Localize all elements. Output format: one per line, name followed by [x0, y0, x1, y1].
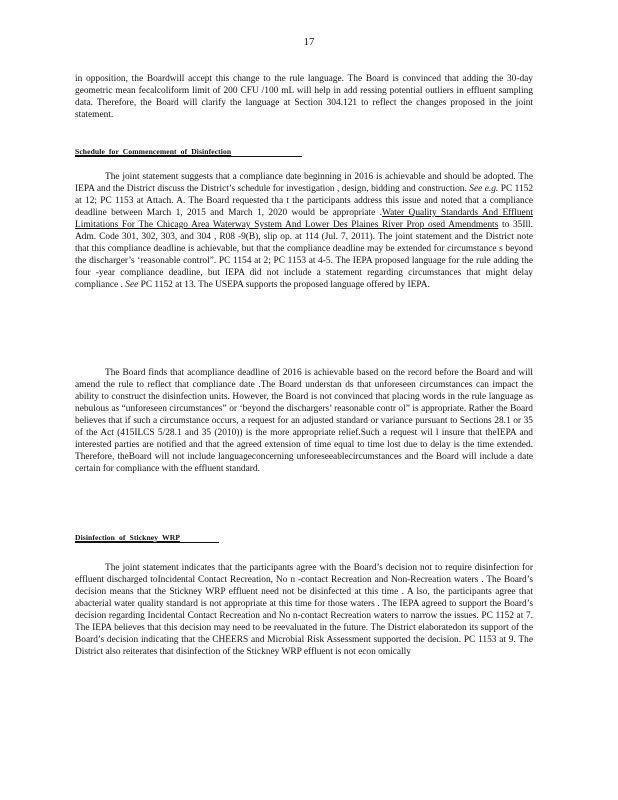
heading-underline — [75, 542, 219, 543]
paragraph-compliance-date — [75, 171, 533, 291]
case-title: Water Quality Standards And Effluent Limitations For The Chicago Area Waterway System And Lower Des Plaines River Prop osed Amendments — [75, 208, 533, 230]
citation-signal: See e.g. — [469, 184, 499, 194]
section-heading-stickney: Disinfection of Stickney WRP — [75, 533, 181, 542]
paragraph-text: to 35Ill. Adm. Code 301, 302, 303, and 304 , R08 -9(B), slip op. at 114 (Jul. 7, 2011). The joint statement and the District note that this compliance deadline is achievable, but that the compliance deadline may be extended for circumstance s beyond the discharger’s ‘reasonable control”. PC 1154 at 2; PC 1153 at 4-5. The IEPA proposed language for the rule adding the four -year compliance deadline, but IEPA did not include a statement regarding circumstances that might delay compliance . — [75, 220, 533, 290]
paragraph-stickney-disinfection: The joint statement indicates that the participants agree with the Board’s decision not to require disinfection for effluent discharged toIncidental Contact Recreation, No n -contact Recreation and Non-Recreation waters . The Board’s decision means that the Stickney WRP effluent need not be disinfected at this time . A lso, the participants agree that abacterial water quality standard is not appropriate at this time for those waters . The IEPA agreed to support the Board’s decision regarding Incidental Contact Recreation and No n-contact Recreation waters to narrow the issues. PC 1152 at 7. The IEPA believes that this decision may need to be reevaluated in the future. The District elaboratedon its support of the Board’s decision indicating that the CHEERS and Microbial Risk Assessment supported the decision. PC 1153 at 9. The District also reiterates that disinfection of the Stickney WRP effluent is not econ omically — [75, 563, 533, 657]
heading-underline — [75, 156, 302, 157]
paragraph-fecal-coliform: in opposition, the Boardwill accept this change to the rule language. The Board is convinced that adding the 30-day geometric mean fecalcoliform limit of 200 CFU /100 mL will help in add ressing potential outliers in effluent sampling data. Therefore, the Board will clarify the language at Section 304.121 to reflect the changes proposed in the joint statement. — [75, 74, 533, 120]
paragraph-text: PC 1152 at 13. The USEPA supports the proposed language offered by IEPA. — [140, 280, 430, 290]
page-number: 17 — [303, 36, 315, 48]
citation-signal: See — [125, 280, 139, 290]
section-heading-schedule: Schedule for Commencement of Disinfection — [75, 147, 232, 156]
paragraph-board-finding: The Board finds that acompliance deadline of 2016 is achievable based on the record before the Board and will amend the rule to reflect that compliance date .The Board understan ds that unforeseen circumstances can impact the ability to construct the disinfection units. However, the Board is not convinced that placing words in the rule language as nebulous as “unforeseen circumstances” or ‘beyond the dischargers’ reasonable contr ol” is appropriate. Rather the Board believes that if such a circumstance occurs, a request for an adjusted standard or variance pursuant to Sections 28.1 or 35 of the Act (415ILCS 5/28.1 and 35 (2010)) is the more appropriate relief.Such a request wil l insure that theIEPA and interested parties are notified and that the agreed extension of time equal to time lost due to delay is the time extended. Therefore, theBoard will not include languageconcerning unforeseeablecircumstances and the Board will include a date certain for compliance with the effluent standard. — [75, 368, 533, 474]
paragraph-text: The joint statement suggests that a compliance date beginning in 2016 is achievable and should be adopted. The IEPA and the District discuss the District’s schedule for investigation , design, bidding and construction. — [75, 172, 533, 194]
paragraph-text: PC 1152 at 12; PC 1153 at Attach. A. The Board requested tha t the participants address this issue and noted that a compliance deadline between March 1, 2015 and March 1, 2020 would be appropriate . — [75, 184, 534, 218]
